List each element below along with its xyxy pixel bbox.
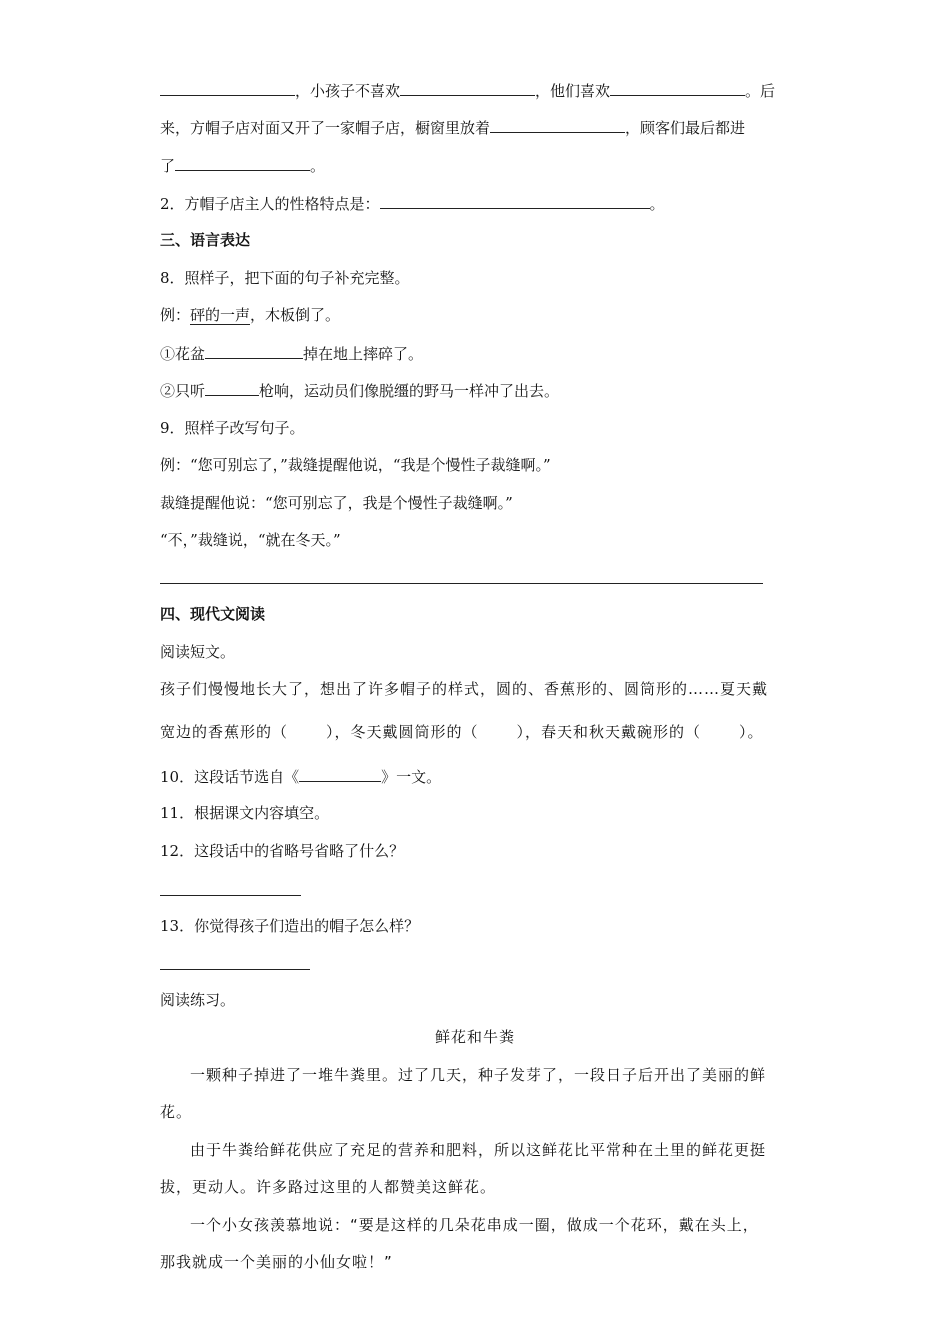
question-9-example-1: 例：“您可别忘了，”裁缝提醒他说，“我是个慢性子裁缝啊。” <box>160 456 551 474</box>
practice-intro: 阅读练习。 <box>160 991 236 1009</box>
text-line-3 <box>160 155 325 176</box>
text-span: ①花盆 <box>160 345 206 363</box>
fill-blank[interactable] <box>610 80 745 96</box>
text-span: ，木板倒了。 <box>250 306 341 324</box>
text-span: 枪响，运动员们像脱缰的野马一样冲了出去。 <box>259 382 560 400</box>
text-span: ，顾客们最后都进 <box>625 119 746 137</box>
fill-blank[interactable] <box>205 380 259 396</box>
question-8-item-2 <box>160 380 559 401</box>
text-span: ②只听 <box>160 382 206 400</box>
answer-line[interactable] <box>160 895 301 896</box>
text-span: ，他们喜欢 <box>535 82 611 100</box>
answer-line[interactable] <box>160 969 310 970</box>
section-4-title: 四、现代文阅读 <box>160 605 266 623</box>
passage-line-2 <box>160 722 764 742</box>
text-span: 来，方帽子店对面又开了一家帽子店，橱窗里放着 <box>160 119 491 137</box>
story-title: 鲜花和牛粪 <box>434 1028 515 1046</box>
question-2 <box>160 193 665 214</box>
text-span: 》一文。 <box>381 768 442 786</box>
question-10 <box>160 766 441 787</box>
text-span: 。 <box>649 195 665 213</box>
section-3-title: 三、语言表达 <box>160 231 251 249</box>
question-9-task: “不，”裁缝说，“就在冬天。” <box>160 531 341 549</box>
passage-line-1: 孩子们慢慢地长大了，想出了许多帽子的样式，圆的、香蕉形的、圆筒形的……夏天戴 <box>160 680 769 698</box>
text-line-1 <box>160 80 775 101</box>
text-span: 。后 <box>745 82 776 100</box>
question-8: 8．照样子，把下面的句子补充完整。 <box>160 269 410 287</box>
underlined-text: 砰的一声 <box>190 306 251 324</box>
fill-blank[interactable] <box>175 155 310 171</box>
answer-line[interactable] <box>160 583 763 584</box>
reading-intro: 阅读短文。 <box>160 643 236 661</box>
story-paragraph-2-line-2: 拔，更动人。许多路过这里的人都赞美这鲜花。 <box>160 1178 497 1196</box>
question-11: 11．根据课文内容填空。 <box>160 804 330 822</box>
question-9: 9．照样子改写句子。 <box>160 419 305 437</box>
question-12: 12．这段话中的省略号省略了什么？ <box>160 842 405 860</box>
text-span: 了 <box>160 157 176 175</box>
text-span: 10．这段话节选自《 <box>160 768 300 786</box>
story-paragraph-3-line-2: 那我就成一个美丽的小仙女啦！” <box>160 1253 393 1271</box>
text-span: 例： <box>160 306 191 324</box>
question-13: 13．你觉得孩子们造出的帽子怎么样？ <box>160 917 420 935</box>
text-line-2 <box>160 117 745 138</box>
text-span: ），春天和秋天戴碗形的（ <box>516 723 702 741</box>
fill-blank[interactable] <box>205 343 303 359</box>
fill-blank[interactable] <box>160 80 295 96</box>
text-span: ，小孩子不喜欢 <box>295 82 401 100</box>
story-paragraph-3-line-1: 一个小女孩羡慕地说：“要是这样的几朵花串成一圈，做成一个花环，戴在头上， <box>190 1216 759 1234</box>
story-paragraph-1-line-1: 一颗种子掉进了一堆牛粪里。过了几天，种子发芽了，一段日子后开出了美丽的鲜 <box>190 1066 767 1084</box>
question-8-item-1 <box>160 343 423 364</box>
fill-blank[interactable] <box>400 80 535 96</box>
fill-blank[interactable] <box>299 766 381 782</box>
question-9-example-2: 裁缝提醒他说：“您可别忘了，我是个慢性子裁缝啊。” <box>160 494 513 512</box>
text-span: 。 <box>310 157 326 175</box>
fill-blank[interactable] <box>490 117 625 133</box>
text-span: 宽边的香蕉形的（ <box>160 723 289 741</box>
text-span: ）。 <box>739 723 764 741</box>
story-paragraph-2-line-1: 由于牛粪给鲜花供应了充足的营养和肥料，所以这鲜花比平常种在土里的鲜花更挺 <box>190 1141 767 1159</box>
question-8-example <box>160 305 340 325</box>
text-span: ），冬天戴圆筒形的（ <box>326 723 479 741</box>
question-text: 2．方帽子店主人的性格特点是： <box>160 195 380 213</box>
text-span: 掉在地上摔碎了。 <box>303 345 424 363</box>
story-paragraph-1-line-2: 花。 <box>160 1103 193 1121</box>
fill-blank[interactable] <box>380 193 650 209</box>
